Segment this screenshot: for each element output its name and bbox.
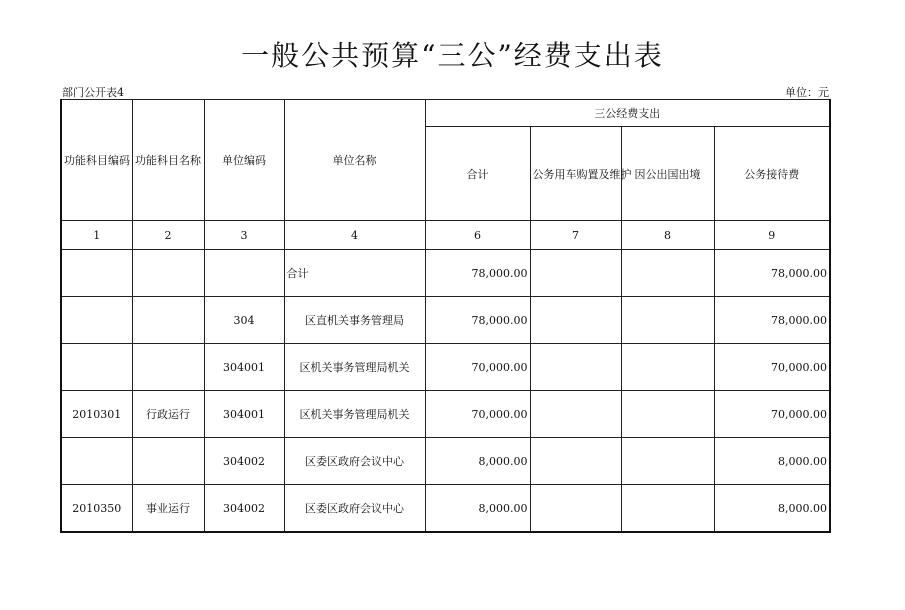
cell-vehicle bbox=[530, 391, 621, 438]
cell-func-code bbox=[61, 438, 132, 485]
cell-unit-name: 合计 bbox=[284, 250, 425, 297]
col-number: 4 bbox=[284, 221, 425, 250]
cell-reception: 8,000.00 bbox=[714, 438, 830, 485]
col-number: 6 bbox=[425, 221, 530, 250]
cell-reception: 78,000.00 bbox=[714, 297, 830, 344]
cell-total: 70,000.00 bbox=[425, 344, 530, 391]
cell-reception: 8,000.00 bbox=[714, 485, 830, 533]
header-unit-code: 单位编码 bbox=[204, 100, 284, 221]
header-group-three-public: 三公经费支出 bbox=[425, 100, 830, 127]
table-row bbox=[61, 485, 830, 533]
cell-vehicle bbox=[530, 485, 621, 533]
col-number: 8 bbox=[621, 221, 714, 250]
col-number: 2 bbox=[132, 221, 204, 250]
col-number: 9 bbox=[714, 221, 830, 250]
cell-abroad bbox=[621, 391, 714, 438]
col-number: 3 bbox=[204, 221, 284, 250]
cell-func-name bbox=[132, 438, 204, 485]
table-row bbox=[61, 344, 830, 391]
cell-func-name bbox=[132, 250, 204, 297]
table-row bbox=[61, 297, 830, 344]
header-unit-name: 单位名称 bbox=[284, 100, 425, 221]
cell-total: 8,000.00 bbox=[425, 485, 530, 533]
cell-reception: 70,000.00 bbox=[714, 344, 830, 391]
cell-abroad bbox=[621, 344, 714, 391]
cell-vehicle bbox=[530, 297, 621, 344]
cell-unit-name: 区机关事务管理局机关 bbox=[284, 391, 425, 438]
cell-func-code: 2010301 bbox=[61, 391, 132, 438]
cell-total: 78,000.00 bbox=[425, 250, 530, 297]
table-row bbox=[61, 438, 830, 485]
cell-abroad bbox=[621, 438, 714, 485]
form-label: 部门公开表4 bbox=[62, 86, 124, 99]
cell-reception: 70,000.00 bbox=[714, 391, 830, 438]
header-func-code: 功能科目编码 bbox=[61, 100, 132, 221]
cell-abroad bbox=[621, 250, 714, 297]
cell-func-name bbox=[132, 297, 204, 344]
cell-vehicle bbox=[530, 250, 621, 297]
cell-func-code: 2010350 bbox=[61, 485, 132, 533]
cell-func-name bbox=[132, 344, 204, 391]
column-number-row bbox=[61, 221, 830, 250]
unit-label: 单位：元 bbox=[785, 86, 829, 99]
cell-abroad bbox=[621, 485, 714, 533]
header-total: 合计 bbox=[425, 127, 530, 221]
cell-func-code bbox=[61, 250, 132, 297]
cell-unit-code: 304001 bbox=[204, 391, 284, 438]
header-abroad: 因公出国出境 bbox=[621, 127, 714, 221]
cell-func-name: 行政运行 bbox=[132, 391, 204, 438]
cell-func-code bbox=[61, 344, 132, 391]
cell-total: 70,000.00 bbox=[425, 391, 530, 438]
cell-unit-name: 区委区政府会议中心 bbox=[284, 485, 425, 533]
cell-unit-name: 区委区政府会议中心 bbox=[284, 438, 425, 485]
cell-reception: 78,000.00 bbox=[714, 250, 830, 297]
cell-unit-code: 304 bbox=[204, 297, 284, 344]
cell-total: 8,000.00 bbox=[425, 438, 530, 485]
cell-func-name: 事业运行 bbox=[132, 485, 204, 533]
cell-vehicle bbox=[530, 344, 621, 391]
header-reception: 公务接待费 bbox=[714, 127, 830, 221]
cell-vehicle bbox=[530, 438, 621, 485]
cell-func-code bbox=[61, 297, 132, 344]
cell-abroad bbox=[621, 297, 714, 344]
header-vehicle: 公务用车购置及维护 bbox=[530, 127, 621, 221]
table-row bbox=[61, 391, 830, 438]
budget-table bbox=[60, 99, 831, 533]
cell-unit-code: 304002 bbox=[204, 485, 284, 533]
cell-unit-name: 区机关事务管理局机关 bbox=[284, 344, 425, 391]
cell-unit-code: 304002 bbox=[204, 438, 284, 485]
col-number: 7 bbox=[530, 221, 621, 250]
cell-unit-code bbox=[204, 250, 284, 297]
cell-total: 78,000.00 bbox=[425, 297, 530, 344]
cell-unit-code: 304001 bbox=[204, 344, 284, 391]
cell-unit-name: 区直机关事务管理局 bbox=[284, 297, 425, 344]
col-number: 1 bbox=[61, 221, 132, 250]
table-row bbox=[61, 250, 830, 297]
header-func-name: 功能科目名称 bbox=[132, 100, 204, 221]
page-title: 一般公共预算“三公”经费支出表 bbox=[241, 39, 664, 72]
